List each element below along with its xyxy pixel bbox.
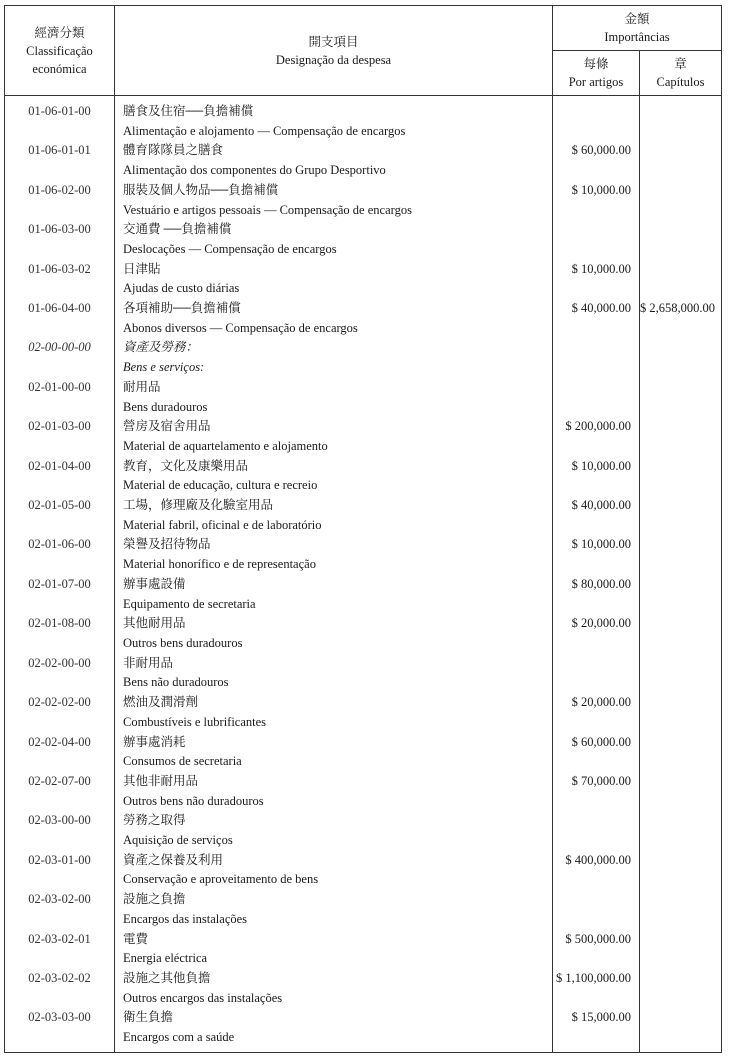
row-amount-chapter	[640, 240, 722, 260]
table-row	[5, 181, 722, 201]
table-row	[5, 122, 722, 142]
row-designation: Encargos com a saúde	[115, 1028, 553, 1052]
row-designation: 設施之其他負擔	[115, 969, 553, 989]
row-designation: 燃油及潤滑劑	[115, 693, 553, 713]
row-amount-article	[553, 319, 640, 339]
table-row	[5, 378, 722, 398]
row-code: 02-03-01-00	[5, 851, 115, 871]
row-amount-chapter	[640, 555, 722, 575]
table-row	[5, 161, 722, 181]
row-amount-article	[553, 201, 640, 221]
row-amount-article: $ 1,100,000.00	[553, 969, 640, 989]
table-row	[5, 319, 722, 339]
row-code	[5, 713, 115, 733]
table-body	[5, 96, 722, 1053]
row-designation: 非耐用品	[115, 654, 553, 674]
row-amount-article	[553, 516, 640, 536]
row-designation: 資產及勞務：	[115, 338, 553, 358]
row-amount-chapter	[640, 260, 722, 280]
table-header	[5, 6, 722, 96]
row-amount-article	[553, 1028, 640, 1052]
row-amount-article	[553, 831, 640, 851]
row-amount-chapter	[640, 811, 722, 831]
row-amount-chapter	[640, 930, 722, 950]
row-amount-chapter	[640, 279, 722, 299]
row-amount-chapter	[640, 575, 722, 595]
row-code	[5, 516, 115, 536]
row-code: 02-02-02-00	[5, 693, 115, 713]
row-code: 02-03-02-01	[5, 930, 115, 950]
row-amount-article: $ 10,000.00	[553, 181, 640, 201]
row-designation: 工場，修理廠及化驗室用品	[115, 496, 553, 516]
row-code: 02-01-03-00	[5, 417, 115, 437]
row-amount-chapter	[640, 949, 722, 969]
row-code	[5, 792, 115, 812]
row-designation: 交通費 ──負擔補償	[115, 220, 553, 240]
row-amount-chapter	[640, 378, 722, 398]
table-row	[5, 201, 722, 221]
row-code: 02-03-03-00	[5, 1008, 115, 1028]
table-row	[5, 417, 722, 437]
row-amount-article	[553, 673, 640, 693]
header-chapters-pt: Capítulos	[656, 75, 705, 89]
row-designation: 日津貼	[115, 260, 553, 280]
row-code: 01-06-02-00	[5, 181, 115, 201]
row-designation: 膳食及住宿──負擔補償	[115, 96, 553, 122]
header-amount-zh: 金額	[624, 12, 650, 26]
row-designation: 體育隊隊員之膳食	[115, 141, 553, 161]
table-row	[5, 496, 722, 516]
row-code: 02-01-05-00	[5, 496, 115, 516]
row-designation: Alimentação dos componentes do Grupo Desportivo	[115, 161, 553, 181]
table-row	[5, 989, 722, 1009]
row-code	[5, 161, 115, 181]
row-designation: Material de aquartelamento e alojamento	[115, 437, 553, 457]
header-code-pt-1: Classificação	[26, 43, 93, 58]
header-by-articles	[553, 51, 640, 96]
row-code: 01-06-03-00	[5, 220, 115, 240]
row-amount-article: $ 10,000.00	[553, 457, 640, 477]
row-amount-article: $ 500,000.00	[553, 930, 640, 950]
header-amounts	[553, 6, 722, 51]
header-desc-zh: 開支項目	[308, 34, 359, 49]
header-economic-classification	[5, 6, 115, 96]
row-amount-article	[553, 910, 640, 930]
row-code: 02-01-08-00	[5, 614, 115, 634]
header-articles-zh: 每條	[583, 57, 609, 71]
row-amount-chapter	[640, 989, 722, 1009]
row-designation: Encargos das instalações	[115, 910, 553, 930]
row-designation: Material fabril, oficinal e de laboratório	[115, 516, 553, 536]
row-amount-article	[553, 338, 640, 358]
row-designation: 辦事處設備	[115, 575, 553, 595]
row-amount-article	[553, 949, 640, 969]
row-amount-chapter	[640, 398, 722, 418]
row-amount-chapter	[640, 201, 722, 221]
row-code: 02-03-02-00	[5, 890, 115, 910]
row-code	[5, 398, 115, 418]
table-row	[5, 792, 722, 812]
row-code: 02-00-00-00	[5, 338, 115, 358]
table-row	[5, 595, 722, 615]
table-row	[5, 634, 722, 654]
row-amount-chapter	[640, 673, 722, 693]
row-amount-chapter	[640, 358, 722, 378]
row-code	[5, 673, 115, 693]
row-amount-article: $ 40,000.00	[553, 496, 640, 516]
table-row	[5, 969, 722, 989]
row-amount-chapter	[640, 417, 722, 437]
row-amount-chapter	[640, 220, 722, 240]
row-code: 01-06-01-01	[5, 141, 115, 161]
table-row	[5, 575, 722, 595]
header-code-pt-2: económica	[32, 61, 87, 76]
row-amount-article	[553, 989, 640, 1009]
row-designation: Abonos diversos — Compensação de encargos	[115, 319, 553, 339]
row-amount-article: $ 200,000.00	[553, 417, 640, 437]
row-designation: Consumos de secretaria	[115, 752, 553, 772]
table-row	[5, 654, 722, 674]
row-amount-chapter	[640, 437, 722, 457]
table-row	[5, 358, 722, 378]
row-designation: 教育，文化及康樂用品	[115, 457, 553, 477]
table-row	[5, 733, 722, 753]
row-amount-chapter	[640, 654, 722, 674]
row-amount-chapter: $ 2,658,000.00	[640, 301, 716, 316]
row-code: 02-03-00-00	[5, 811, 115, 831]
table-row	[5, 516, 722, 536]
row-amount-chapter	[640, 1028, 722, 1052]
row-amount-article	[553, 122, 640, 142]
row-designation: Bens não duradouros	[115, 673, 553, 693]
header-amount-pt: Importâncias	[604, 30, 670, 44]
row-designation: Vestuário e artigos pessoais — Compensação de encargos	[115, 201, 553, 221]
header-chapters	[640, 51, 722, 96]
row-amount-chapter	[640, 713, 722, 733]
table-row	[5, 851, 722, 871]
table-row	[5, 1028, 722, 1052]
row-designation: 設施之負擔	[115, 890, 553, 910]
row-amount-chapter	[640, 614, 722, 634]
row-code	[5, 279, 115, 299]
row-amount-chapter	[640, 772, 722, 792]
row-amount-article: $ 10,000.00	[553, 535, 640, 555]
header-desc-pt: Designação da despesa	[275, 52, 392, 67]
table-row	[5, 811, 722, 831]
row-designation: Alimentação e alojamento — Compensação de encargos	[115, 122, 553, 142]
row-amount-article	[553, 595, 640, 615]
row-amount-chapter	[640, 634, 722, 654]
row-designation: Conservação e aproveitamento de bens	[115, 870, 553, 890]
row-amount-article	[553, 890, 640, 910]
row-amount-article: $ 400,000.00	[553, 851, 640, 871]
row-amount-chapter	[640, 851, 722, 871]
table-row	[5, 831, 722, 851]
table-row	[5, 772, 722, 792]
table-row	[5, 299, 722, 319]
table-row	[5, 96, 722, 122]
row-designation: 其他耐用品	[115, 614, 553, 634]
row-amount-article	[553, 398, 640, 418]
table-row	[5, 693, 722, 713]
row-code: 02-01-06-00	[5, 535, 115, 555]
table-row	[5, 535, 722, 555]
row-amount-article	[553, 811, 640, 831]
table-row	[5, 279, 722, 299]
table-row	[5, 141, 722, 161]
table-row	[5, 673, 722, 693]
header-chapters-zh: 章	[674, 57, 687, 71]
row-code	[5, 319, 115, 339]
row-amount-article: $ 20,000.00	[553, 693, 640, 713]
row-designation: 資產之保養及利用	[115, 851, 553, 871]
row-amount-chapter	[640, 831, 722, 851]
row-amount-chapter	[640, 338, 722, 358]
row-amount-chapter	[640, 870, 722, 890]
row-code	[5, 595, 115, 615]
row-code	[5, 476, 115, 496]
row-designation: 衛生負擔	[115, 1008, 553, 1028]
budget-table	[4, 5, 722, 1053]
row-amount-chapter	[640, 96, 722, 122]
row-code: 02-02-00-00	[5, 654, 115, 674]
table-row	[5, 338, 722, 358]
table-row	[5, 220, 722, 240]
row-designation: Combustíveis e lubrificantes	[115, 713, 553, 733]
row-designation: 耐用品	[115, 378, 553, 398]
row-amount-chapter	[640, 1008, 722, 1028]
row-designation: 服裝及個人物品──負擔補償	[115, 181, 553, 201]
row-amount-chapter	[640, 792, 722, 812]
row-amount-article: $ 80,000.00	[553, 575, 640, 595]
row-designation: 其他非耐用品	[115, 772, 553, 792]
row-amount-chapter	[640, 161, 722, 181]
table-row	[5, 890, 722, 910]
row-code	[5, 910, 115, 930]
row-designation: Bens duradouros	[115, 398, 553, 418]
table-row	[5, 614, 722, 634]
table-row	[5, 240, 722, 260]
row-code: 02-02-07-00	[5, 772, 115, 792]
row-code	[5, 240, 115, 260]
row-amount-article	[553, 161, 640, 181]
row-code: 01-06-03-02	[5, 260, 115, 280]
row-amount-article: $ 60,000.00	[553, 733, 640, 753]
row-amount-article	[553, 220, 640, 240]
row-code: 02-01-04-00	[5, 457, 115, 477]
table-row	[5, 713, 722, 733]
row-code	[5, 358, 115, 378]
row-amount-chapter	[640, 476, 722, 496]
row-amount-article	[553, 713, 640, 733]
row-code	[5, 437, 115, 457]
row-code	[5, 634, 115, 654]
row-amount-article	[553, 437, 640, 457]
table-row	[5, 949, 722, 969]
row-designation: Outros encargos das instalações	[115, 989, 553, 1009]
row-amount-article	[553, 792, 640, 812]
table-row	[5, 870, 722, 890]
row-code: 02-01-07-00	[5, 575, 115, 595]
row-code	[5, 1028, 115, 1052]
table-row	[5, 930, 722, 950]
table-row	[5, 555, 722, 575]
row-designation: Ajudas de custo diárias	[115, 279, 553, 299]
row-designation: Energia eléctrica	[115, 949, 553, 969]
row-amount-article	[553, 378, 640, 398]
row-designation: Deslocações — Compensação de encargos	[115, 240, 553, 260]
row-amount-article	[553, 476, 640, 496]
row-code: 02-02-04-00	[5, 733, 115, 753]
table-row	[5, 1008, 722, 1028]
row-amount-article	[553, 96, 640, 122]
row-amount-article	[553, 634, 640, 654]
row-amount-article: $ 20,000.00	[553, 614, 640, 634]
header-articles-pt: Por artigos	[568, 75, 624, 89]
row-code: 02-03-02-02	[5, 969, 115, 989]
table-row	[5, 752, 722, 772]
row-designation: Equipamento de secretaria	[115, 595, 553, 615]
row-designation: Material honorífico e de representação	[115, 555, 553, 575]
row-code	[5, 122, 115, 142]
row-code	[5, 989, 115, 1009]
row-amount-chapter	[640, 693, 722, 713]
row-designation: Bens e serviços:	[115, 358, 553, 378]
row-amount-article: $ 40,000.00	[553, 299, 640, 319]
row-code	[5, 831, 115, 851]
table-row	[5, 457, 722, 477]
row-designation: 營房及宿舍用品	[115, 417, 553, 437]
row-designation: Outros bens não duradouros	[115, 792, 553, 812]
row-amount-chapter	[640, 496, 722, 516]
row-designation: Material de educação, cultura e recreio	[115, 476, 553, 496]
row-amount-chapter	[640, 969, 722, 989]
header-designation	[115, 6, 553, 96]
row-code	[5, 752, 115, 772]
row-amount-chapter	[640, 122, 722, 142]
row-amount-chapter	[640, 733, 722, 753]
row-designation: Aquisição de serviços	[115, 831, 553, 851]
row-amount-article: $ 70,000.00	[553, 772, 640, 792]
row-amount-article: $ 60,000.00	[553, 141, 640, 161]
row-amount-chapter	[640, 141, 722, 161]
row-amount-chapter	[640, 516, 722, 536]
row-designation: 榮譽及招待物品	[115, 535, 553, 555]
table-row	[5, 260, 722, 280]
row-amount-chapter	[640, 890, 722, 910]
table-row	[5, 398, 722, 418]
table-row	[5, 910, 722, 930]
row-amount-article	[553, 870, 640, 890]
row-amount-chapter	[640, 535, 722, 555]
row-amount-article	[553, 654, 640, 674]
row-code	[5, 870, 115, 890]
row-amount-article	[553, 752, 640, 772]
row-code: 02-01-00-00	[5, 378, 115, 398]
row-designation: 辦事處消耗	[115, 733, 553, 753]
row-designation: 電費	[115, 930, 553, 950]
row-designation: 勞務之取得	[115, 811, 553, 831]
row-amount-chapter	[640, 457, 722, 477]
row-amount-chapter	[640, 752, 722, 772]
table-row	[5, 437, 722, 457]
row-amount-article	[553, 555, 640, 575]
row-designation: 各項補助──負擔補償	[115, 299, 553, 319]
row-code	[5, 949, 115, 969]
row-amount-chapter	[640, 319, 722, 339]
row-code	[5, 201, 115, 221]
row-amount-article: $ 10,000.00	[553, 260, 640, 280]
row-code: 01-06-01-00	[5, 96, 115, 122]
row-designation: Outros bens duradouros	[115, 634, 553, 654]
row-amount-chapter	[640, 595, 722, 615]
row-amount-article	[553, 279, 640, 299]
row-amount-article	[553, 240, 640, 260]
row-code: 01-06-04-00	[5, 299, 115, 319]
row-code	[5, 555, 115, 575]
row-amount-chapter	[640, 910, 722, 930]
row-amount-chapter	[640, 181, 722, 201]
header-code-zh: 經濟分類	[34, 25, 85, 40]
table-row	[5, 476, 722, 496]
row-amount-article: $ 15,000.00	[553, 1008, 640, 1028]
row-amount-article	[553, 358, 640, 378]
